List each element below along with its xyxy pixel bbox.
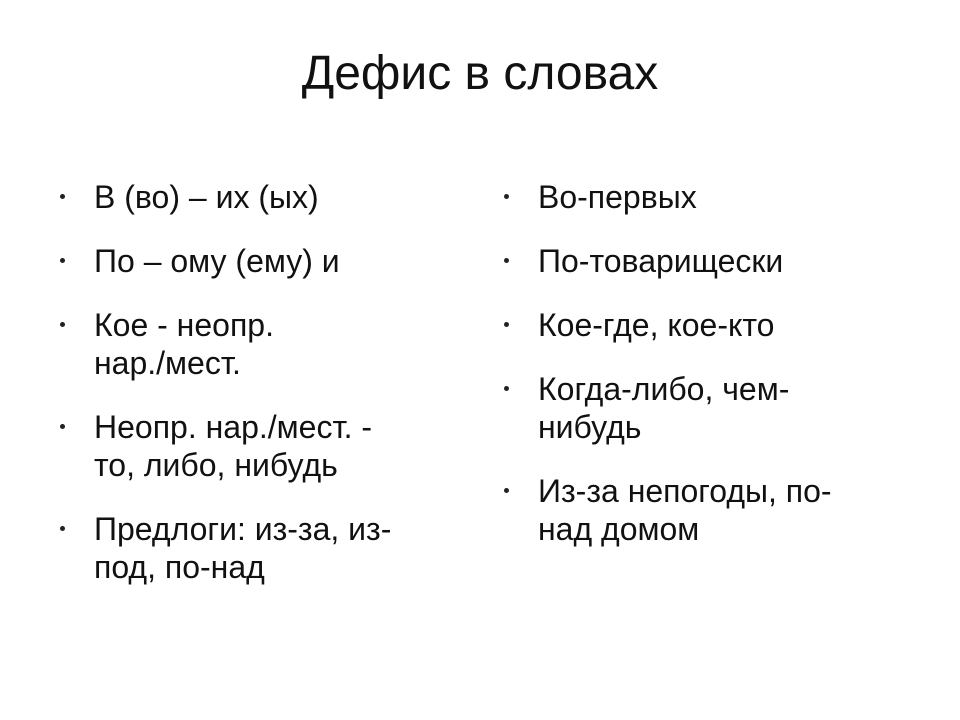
list-item-text: Неопр. нар./мест. - то, либо, нибудь: [94, 409, 372, 483]
list-item: [500, 178, 920, 216]
bullet-icon: [504, 258, 509, 263]
list-item-text: Предлоги: из-за, из- под, по-над: [94, 511, 392, 585]
bullet-icon: [60, 322, 65, 327]
list-item: [56, 178, 456, 216]
list-item: [56, 242, 456, 280]
list-item: [56, 408, 456, 484]
list-item-text: По – ому (ему) и: [94, 243, 340, 279]
slide-title: Дефис в словах: [301, 47, 659, 100]
bullet-icon: [504, 322, 509, 327]
list-item-text: В (во) – их (ых): [94, 179, 319, 215]
left-bullet-list: [56, 178, 456, 612]
bullet-icon: [504, 194, 509, 199]
bullet-icon: [60, 526, 65, 531]
list-item-text: Кое - неопр. нар./мест.: [94, 307, 274, 381]
list-item-text: Во-первых: [538, 179, 697, 215]
list-item: [500, 370, 920, 446]
list-item: [500, 306, 920, 344]
bullet-icon: [60, 424, 65, 429]
list-item: [500, 472, 920, 548]
list-item-text: Кое-где, кое-кто: [538, 307, 775, 343]
bullet-icon: [504, 386, 509, 391]
bullet-icon: [60, 258, 65, 263]
list-item: [500, 242, 920, 280]
bullet-icon: [60, 194, 65, 199]
list-item-text: Когда-либо, чем- нибудь: [538, 371, 790, 445]
list-item-text: По-товарищески: [538, 243, 784, 279]
list-item-text: Из-за непогоды, по- над домом: [538, 473, 832, 547]
list-item: [56, 306, 456, 382]
right-bullet-list: [500, 178, 920, 574]
bullet-icon: [504, 488, 509, 493]
list-item: [56, 510, 456, 586]
